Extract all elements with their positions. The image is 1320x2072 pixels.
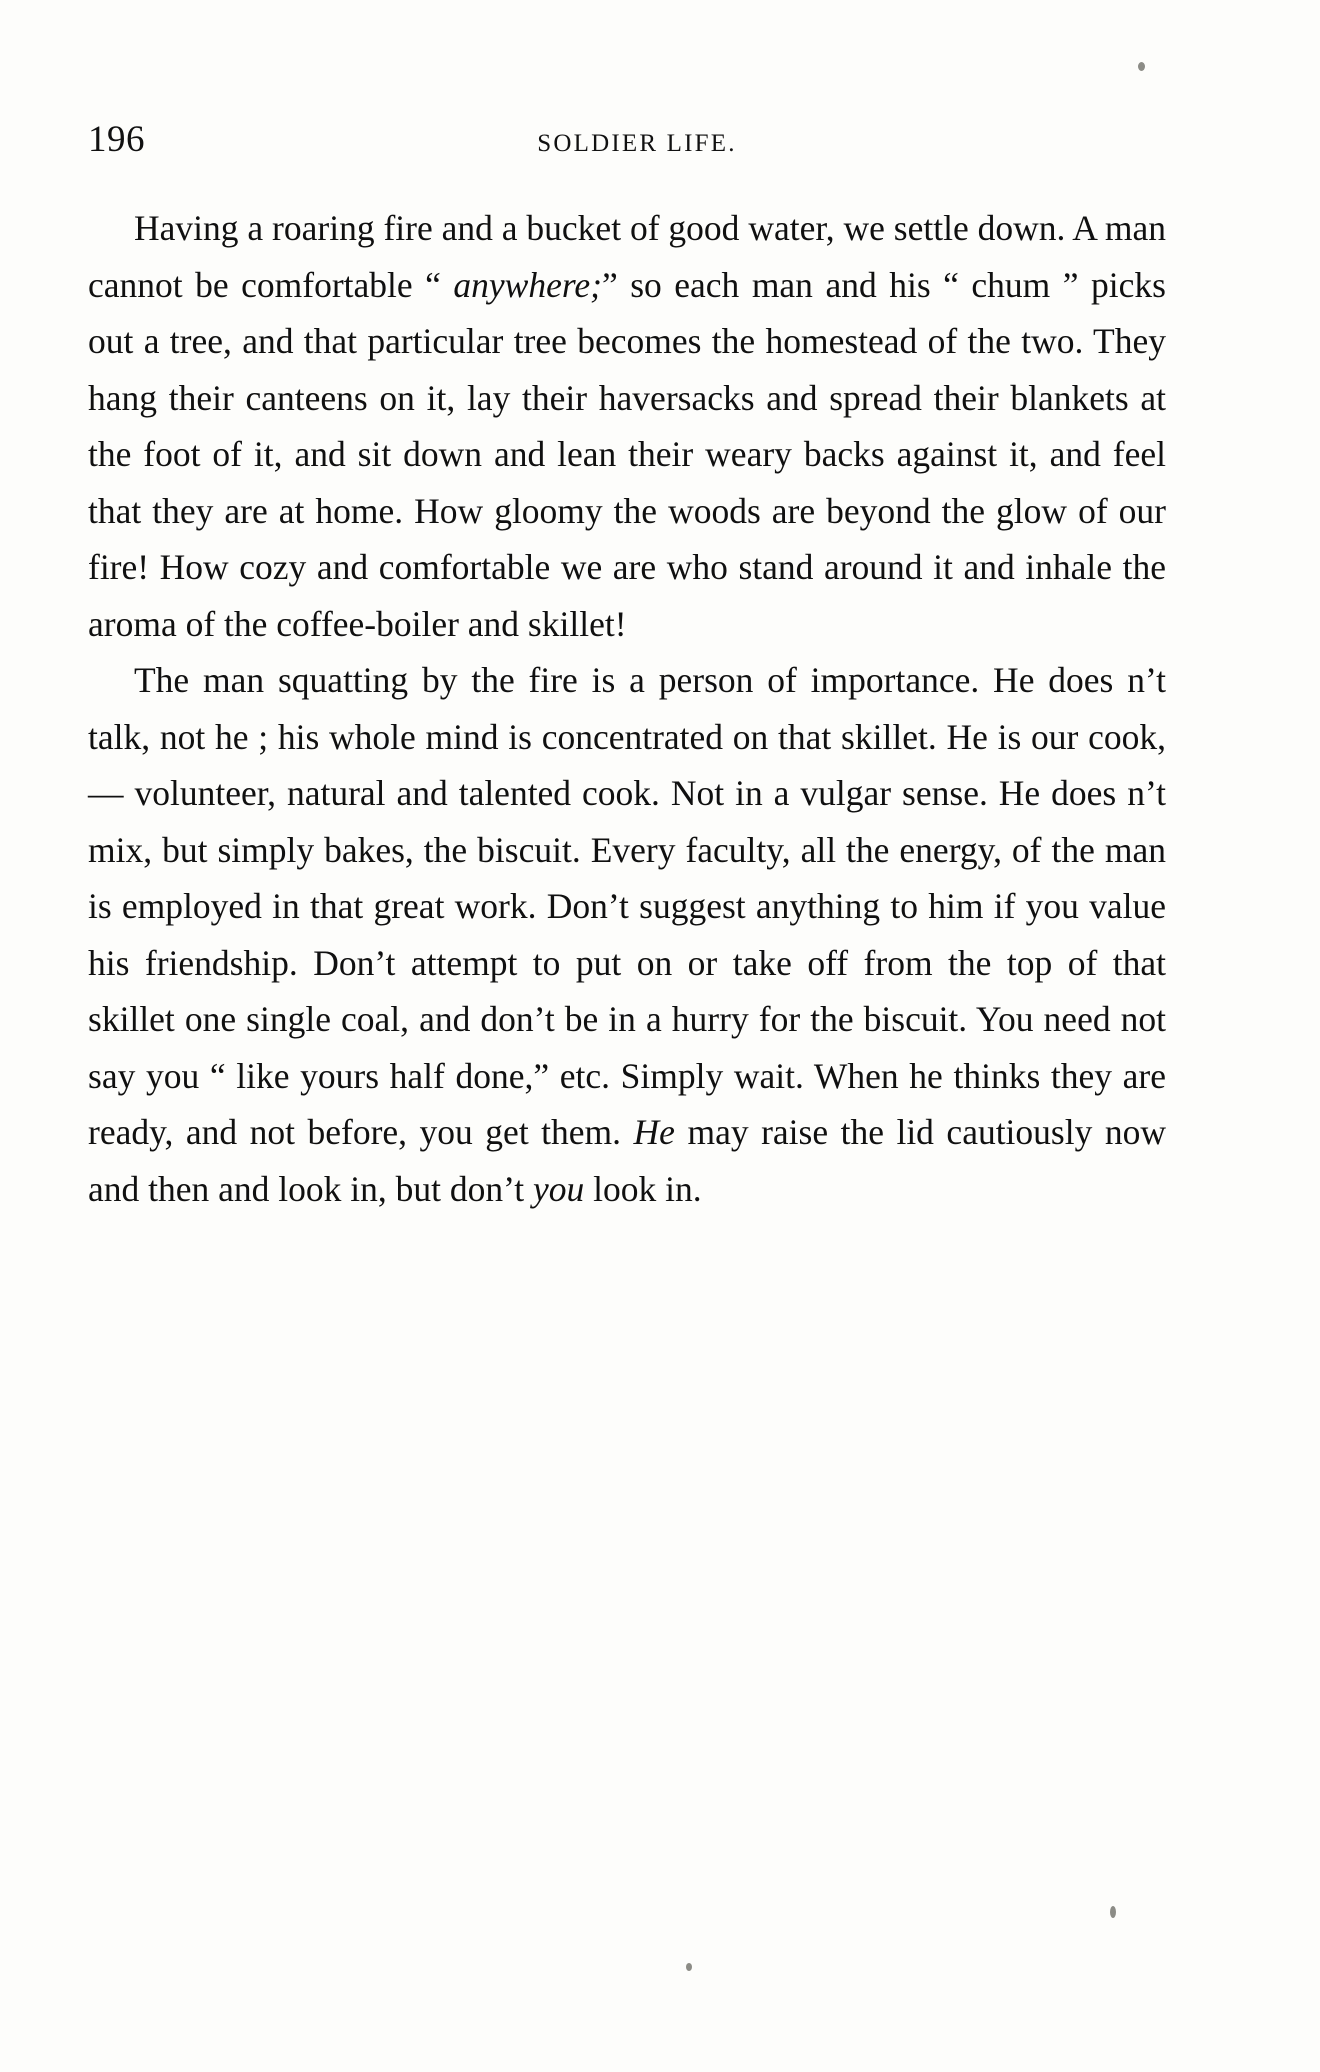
paper-speck bbox=[686, 1963, 692, 1971]
page-header bbox=[88, 118, 1166, 166]
running-head: SOLDIER LIFE. bbox=[537, 130, 737, 157]
paper-speck bbox=[1138, 62, 1145, 71]
paragraph: The man squatting by the fire is a person of importance. He does n’t talk, not he ; his whole mind is concentrated on that skillet. He is our cook, — volunteer, natural and talented cook. Not in a vulgar sense. He does n’t mix, but simply bakes, the biscuit. Every faculty, all the energy, of the man is employed in that great work. Don’t suggest anything to him if you value his friendship. Don’t attempt to put on or take off from the top of that skillet one single coal, and don’t be in a hurry for the biscuit. You need not say you “ like yours half done,” etc. Simply wait. When he thinks they are ready, and not before, you get them. He may raise the lid cautiously now and then and look in, but don’t you look in. bbox=[88, 660, 1166, 1209]
page-number: 196 bbox=[88, 119, 145, 160]
page-content bbox=[88, 118, 1166, 1217]
body-text bbox=[88, 200, 1166, 1217]
paper-speck bbox=[1110, 1906, 1116, 1918]
paragraph: Having a roaring fire and a bucket of good water, we settle down. A man cannot be comfortable “ anywhere;” so each man and his “ chum ” picks out a tree, and that particular tree becomes the homestead of the two. They hang their canteens on it, lay their haversacks and spread their blankets at the foot of it, and sit down and lean their weary backs against it, and feel that they are at home. How gloomy the woods are beyond the glow of our fire! How cozy and comfortable we are who stand around it and inhale the aroma of the coffee-boiler and skillet! bbox=[88, 208, 1166, 644]
